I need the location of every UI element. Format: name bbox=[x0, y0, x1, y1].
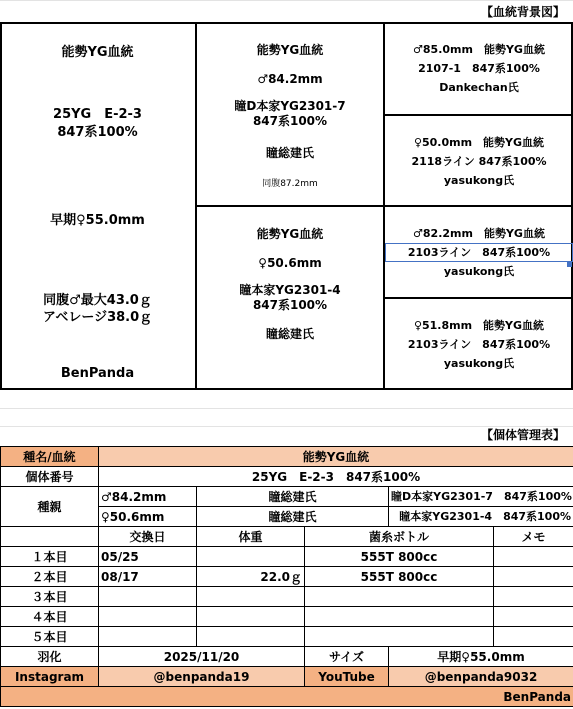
sire-origin-line1: 瞳D本家YG2301-7 bbox=[234, 99, 346, 113]
grandparent-2-line2: 2118ライン 847系100% bbox=[411, 155, 547, 168]
cell-bottle[interactable] bbox=[305, 587, 494, 607]
sire-sibling: 同腹87.2mm bbox=[262, 178, 318, 189]
row-label: １本目 bbox=[1, 547, 99, 567]
row-label: ２本目 bbox=[1, 567, 99, 587]
subject-id-line2: 847系100% bbox=[57, 125, 138, 140]
dam-origin-line1: 瞳本家YG2301-4 bbox=[239, 283, 341, 297]
cell-memo[interactable] bbox=[494, 547, 573, 567]
grandparent-1-line3: Dankechan氏 bbox=[439, 81, 519, 94]
table-row bbox=[1, 607, 573, 627]
cell-weight[interactable] bbox=[197, 587, 305, 607]
sire-size: ♂84.2mm bbox=[257, 72, 323, 86]
grandparent-3-line2[interactable]: 2103ライン 847系100% bbox=[385, 243, 573, 262]
cell-date[interactable] bbox=[99, 607, 197, 627]
cell-bottle[interactable]: 555T 800cc bbox=[305, 547, 494, 567]
grandparent-2-line3: yasukong氏 bbox=[443, 174, 515, 187]
instagram-label: Instagram bbox=[1, 667, 99, 687]
row-divider bbox=[383, 297, 573, 299]
column-header: 体重 bbox=[197, 527, 305, 547]
table-row bbox=[1, 567, 573, 587]
column-header: 交換日 bbox=[99, 527, 197, 547]
sire-origin-line2: 847系100% bbox=[252, 114, 328, 128]
pedigree-title: 【血統背景図】 bbox=[480, 5, 565, 19]
cell-memo[interactable] bbox=[494, 607, 573, 627]
column-header: メモ bbox=[494, 527, 573, 547]
grid-line bbox=[0, 408, 573, 409]
blank-cell bbox=[1, 527, 99, 547]
cell-memo[interactable] bbox=[494, 627, 573, 647]
cell-bottle[interactable] bbox=[305, 607, 494, 627]
grandparent-1-line2: 2107-1 847系100% bbox=[418, 62, 540, 75]
parent-sire-origin[interactable]: 瞳D本家YG2301-7 847系100% bbox=[389, 487, 573, 507]
species-label: 種名/血統 bbox=[1, 447, 99, 467]
parent-dam-size[interactable]: ♀50.6mm bbox=[99, 507, 197, 527]
table-row bbox=[1, 667, 573, 687]
table-row bbox=[1, 647, 573, 667]
table-row bbox=[1, 487, 573, 507]
youtube-handle[interactable]: @benpanda9032 bbox=[389, 667, 573, 687]
subject-line: 能勢YG血統 bbox=[61, 44, 134, 60]
parent-dam-origin[interactable]: 瞳本家YG2301-4 847系100% bbox=[389, 507, 573, 527]
id-label: 個体番号 bbox=[1, 467, 99, 487]
id-value[interactable]: 25YG E-2-3 847系100% bbox=[99, 467, 573, 487]
owner-name: BenPanda bbox=[60, 365, 135, 381]
selection-fill-handle[interactable] bbox=[567, 262, 572, 267]
parent-dam-breeder[interactable]: 瞳総建氏 bbox=[197, 507, 389, 527]
column-header: 菌糸ボトル bbox=[305, 527, 494, 547]
grandparent-2 bbox=[385, 133, 573, 190]
management-table bbox=[0, 446, 573, 707]
dam-size: ♀50.6mm bbox=[258, 256, 322, 270]
sire-line: 能勢YG血統 bbox=[256, 42, 324, 57]
dam-origin bbox=[197, 283, 383, 313]
parents-label: 種親 bbox=[1, 487, 99, 527]
row-label: ５本目 bbox=[1, 627, 99, 647]
table-row bbox=[1, 527, 573, 547]
parent-sire-size[interactable]: ♂84.2mm bbox=[99, 487, 197, 507]
subject-size: 早期♀55.0mm bbox=[50, 212, 145, 228]
table-row bbox=[1, 447, 573, 467]
cell-memo[interactable] bbox=[494, 567, 573, 587]
grandparent-4-line2: 2103ライン 847系100% bbox=[407, 338, 551, 351]
grandparent-4-line1: ♀51.8mm 能勢YG血統 bbox=[413, 319, 545, 332]
footer-credit: BenPanda bbox=[1, 687, 573, 707]
grandparent-4-line3: yasukong氏 bbox=[443, 357, 515, 370]
cell-date[interactable]: 05/25 bbox=[99, 547, 197, 567]
table-row bbox=[1, 687, 573, 707]
subject-id bbox=[0, 106, 195, 142]
size-value[interactable]: 早期♀55.0mm bbox=[389, 647, 573, 667]
row-divider bbox=[383, 114, 573, 116]
eclosion-value[interactable]: 2025/11/20 bbox=[99, 647, 305, 667]
grandparent-1 bbox=[385, 40, 573, 97]
grid-line bbox=[0, 0, 573, 1]
instagram-handle[interactable]: @benpanda19 bbox=[99, 667, 305, 687]
cell-date[interactable] bbox=[99, 627, 197, 647]
grandparent-4 bbox=[385, 316, 573, 373]
cell-memo[interactable] bbox=[494, 587, 573, 607]
size-label: サイズ bbox=[305, 647, 389, 667]
sibling-info-line2: アベレージ38.0ｇ bbox=[42, 310, 153, 325]
eclosion-label: 羽化 bbox=[1, 647, 99, 667]
cell-date[interactable] bbox=[99, 587, 197, 607]
grandparent-3-line1: ♂82.2mm 能勢YG血統 bbox=[413, 227, 545, 240]
dam-breeder: 瞳総建氏 bbox=[265, 326, 314, 341]
cell-weight[interactable] bbox=[197, 547, 305, 567]
dam-line: 能勢YG血統 bbox=[256, 226, 324, 241]
cell-date[interactable]: 08/17 bbox=[99, 567, 197, 587]
species-value[interactable]: 能勢YG血統 bbox=[99, 447, 573, 467]
cell-weight[interactable]: 22.0ｇ bbox=[197, 567, 305, 587]
sire-breeder: 瞳総建氏 bbox=[265, 145, 314, 160]
cell-weight[interactable] bbox=[197, 607, 305, 627]
sire-origin bbox=[197, 99, 383, 129]
cell-bottle[interactable]: 555T 800cc bbox=[305, 567, 494, 587]
grandparent-3 bbox=[385, 224, 573, 281]
row-divider bbox=[195, 205, 573, 207]
table-row bbox=[1, 547, 573, 567]
sibling-info-line1: 同腹♂最大43.0ｇ bbox=[43, 293, 152, 308]
sibling-info bbox=[0, 292, 195, 326]
row-label: ４本目 bbox=[1, 607, 99, 627]
table-row bbox=[1, 467, 573, 487]
grandparent-3-line3: yasukong氏 bbox=[443, 265, 515, 278]
youtube-label: YouTube bbox=[305, 667, 389, 687]
row-label: ３本目 bbox=[1, 587, 99, 607]
cell-weight[interactable] bbox=[197, 627, 305, 647]
table-row bbox=[1, 627, 573, 647]
subject-id-line1: 25YG E-2-3 bbox=[53, 107, 142, 122]
parent-sire-breeder[interactable]: 瞳総建氏 bbox=[197, 487, 389, 507]
cell-bottle[interactable] bbox=[305, 627, 494, 647]
grandparent-2-line1: ♀50.0mm 能勢YG血統 bbox=[413, 136, 545, 149]
management-title: 【個体管理表】 bbox=[480, 428, 565, 442]
dam-origin-line2: 847系100% bbox=[252, 298, 328, 312]
grandparent-1-line1: ♂85.0mm 能勢YG血統 bbox=[413, 43, 545, 56]
table-row bbox=[1, 587, 573, 607]
